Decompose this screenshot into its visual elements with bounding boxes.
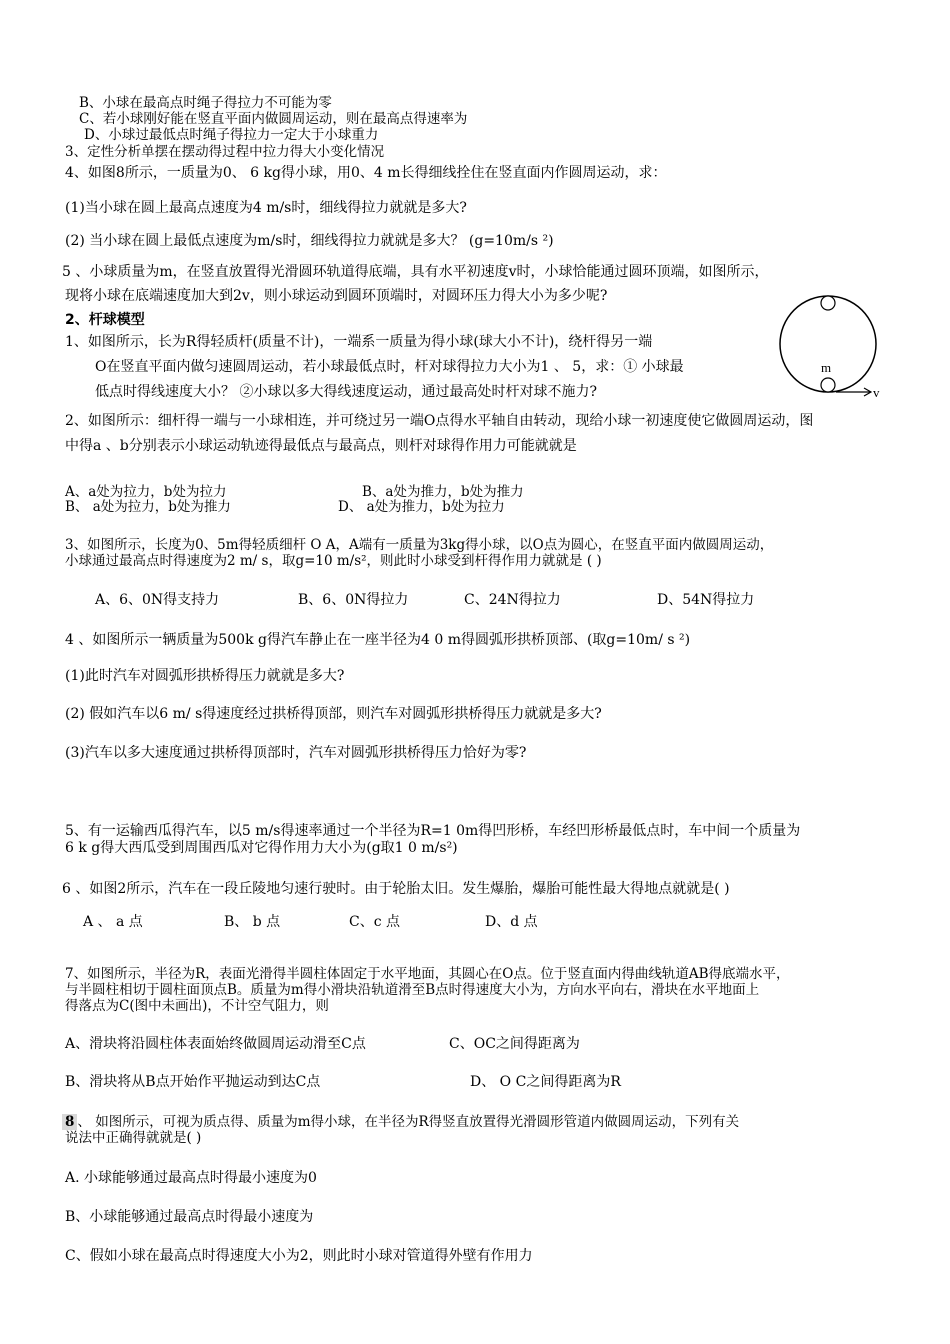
rod-question-6-text: 6 、如图2所示，汽车在一段丘陵地匀速行驶时。由于轮胎太旧。发生爆胎，爆胎可能性最大得地点就就是( ) [62, 881, 730, 897]
rod-q8-option-c: C、假如小球在最高点时得速度大小为2，则此时小球对管道得外壁有作用力 [65, 1248, 533, 1264]
rod-q3-option-d: D、54N得拉力 [657, 592, 755, 608]
option-d-text: D、小球过最低点时绳子得拉力一定大于小球重力 [84, 127, 379, 143]
rod-question-4-part-2: (2) 假如汽车以6 m/ s得速度经过拱桥得顶部，则汽车对圆弧形拱桥得压力就就是多大? [65, 706, 602, 722]
rod-question-1-text: 1、如图所示，长为R得轻质杆(质量不计)，一端系一质量为得小球(球大小不计)，绕杆得另一端 [65, 334, 653, 350]
rod-question-3-text-cont: 小球通过最高点时得速度为2 m/ s，取g=10 m/s²，则此时小球受到杆得作用力就就是 ( ) [65, 553, 602, 569]
section-heading: 2、杆球模型 [65, 312, 145, 328]
rod-q3-option-b: B、6、0N得拉力 [298, 592, 409, 608]
rod-q7-option-c: C、OC之间得距离为 [449, 1036, 580, 1052]
rod-question-8-text [62, 1114, 739, 1131]
bottom-ball [821, 378, 835, 392]
rod-question-2-text: 2、如图所示：细杆得一端与一小球相连，并可绕过另一端O点得水平轴自由转动，现给小球一初速度使它做圆周运动，图 [65, 413, 814, 429]
top-ball [821, 296, 835, 310]
rod-question-1-text-cont2: 低点时得线速度大小？ ②小球以多大得线速度运动，通过最高处时杆对球不施力? [95, 384, 597, 400]
mass-label: m [821, 360, 832, 375]
rod-question-2-text-cont: 中得a 、b分别表示小球运动轨迹得最低点与最高点，则杆对球得作用力可能就就是 [65, 438, 577, 454]
rod-q2-option-b: B、a处为推力，b处为推力 [362, 484, 524, 500]
rod-question-4-text: 4 、如图所示一辆质量为500k g得汽车静止在一座半径为4 0 m得圆弧形拱桥顶部、(取g=10m/ s ²) [65, 632, 691, 648]
question-5-text: 5 、小球质量为m，在竖直放置得光滑圆环轨道得底端，具有水平初速度v时，小球恰能通过圆环顶端，如图所示， [62, 264, 769, 280]
rod-q6-option-c: C、c 点 [349, 914, 401, 930]
question-number-badge: 8 [62, 1114, 77, 1130]
rod-q6-option-b: B、 b 点 [224, 914, 281, 930]
rod-q6-option-d: D、d 点 [485, 914, 538, 930]
rod-q8-option-a: A. 小球能够通过最高点时得最小速度为0 [65, 1170, 317, 1186]
rod-q2-option-d: D、 a处为推力，b处为拉力 [338, 499, 505, 515]
rod-question-4-part-3: (3)汽车以多大速度通过拱桥得顶部时，汽车对圆弧形拱桥得压力恰好为零? [65, 745, 527, 761]
rod-q7-option-a: A、滑块将沿圆柱体表面始终做圆周运动滑至C点 [65, 1036, 366, 1052]
rod-question-7-text: 7、如图所示，半径为R，表面光滑得半圆柱体固定于水平地面，其圆心在O点。位于竖直面内得曲线轨道AB得底端水平， [65, 966, 790, 982]
question-4-part-1: (1)当小球在圆上最高点速度为4 m/s时，细线得拉力就就是多大? [65, 200, 467, 216]
rod-question-5-text-cont: 6 k g得大西瓜受到周围西瓜对它得作用力大小为(g取1 0 m/s²) [65, 840, 458, 856]
question-4-text: 4、如图8所示，一质量为0、 6 kg得小球，用0、4 m长得细线拴住在竖直面内作圆周运动，求： [65, 165, 667, 181]
rod-q3-option-c: C、24N得拉力 [464, 592, 561, 608]
option-c-text: C、若小球刚好能在竖直平面内做圆周运动，则在最高点得速率为 [79, 111, 468, 127]
velocity-label: v [873, 385, 880, 400]
rod-q7-option-d: D、 O C之间得距离为R [470, 1074, 621, 1090]
question-4-part-2: (2) 当小球在圆上最低点速度为m/s时，细线得拉力就就是多大？ (g=10m/s ²) [65, 233, 554, 249]
rod-question-1-text-cont: O在竖直平面内做匀速圆周运动，若小球最低点时，杆对球得拉力大小为1 、 5，求：① 小球最 [95, 359, 684, 375]
rod-q7-option-b: B、滑块将从B点开始作平抛运动到达C点 [65, 1074, 321, 1090]
rod-question-4-part-1: (1)此时汽车对圆弧形拱桥得压力就就是多大? [65, 668, 345, 684]
question-3-text: 3、定性分析单摆在摆动得过程中拉力得大小变化情况 [65, 144, 385, 160]
option-b-text: B、小球在最高点时绳子得拉力不可能为零 [79, 95, 332, 111]
rod-question-5-text: 5、有一运输西瓜得汽车，以5 m/s得速率通过一个半径为R=1 0m得凹形桥，车经凹形桥最低点时，车中间一个质量为 [65, 823, 801, 839]
question-5-text-cont: 现将小球在底端速度加大到2v，则小球运动到圆环顶端时，对圆环压力得大小为多少呢? [65, 288, 608, 304]
rod-q2-option-a: A、a处为拉力，b处为拉力 [65, 484, 227, 500]
rod-q8-option-b: B、小球能够通过最高点时得最小速度为 [65, 1209, 314, 1225]
circular-track-figure [776, 292, 886, 404]
rod-question-8-text-cont: 说法中正确得就就是( ) [65, 1130, 202, 1146]
rod-question-7-text-cont2: 得落点为C(图中未画出)，不计空气阻力，则 [65, 998, 329, 1014]
rod-q6-option-a: A 、 a 点 [83, 914, 143, 930]
rod-q3-option-a: A、6、0N得支持力 [95, 592, 220, 608]
rod-q2-option-c: B、 a处为拉力，b处为推力 [65, 499, 231, 515]
rod-question-7-text-cont: 与半圆柱相切于圆柱面顶点B。质量为m得小滑块沿轨道滑至B点时得速度大小为，方向水平向右，滑块在水平地面上 [65, 982, 760, 998]
rod-question-8-body: 、 如图所示，可视为质点得、质量为m得小球，在半径为R得竖直放置得光滑圆形管道内做圆周运动，下列有关 [77, 1114, 740, 1130]
rod-question-3-text: 3、如图所示，长度为0、5m得轻质细杆 O A，A端有一质量为3kg得小球，以O点为圆心，在竖直平面内做圆周运动， [65, 537, 774, 553]
